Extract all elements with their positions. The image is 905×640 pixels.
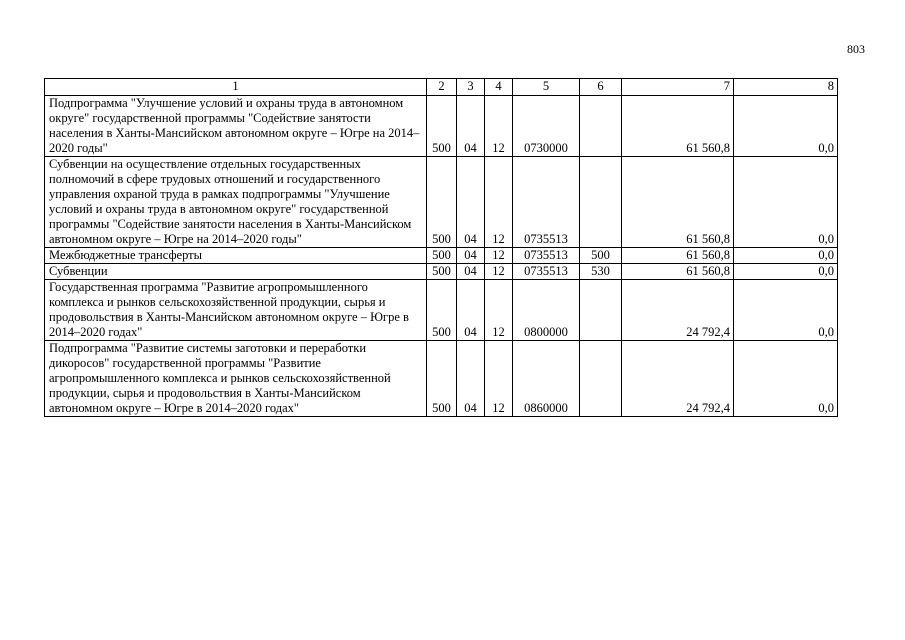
row-code-5: 0735513	[513, 264, 580, 280]
column-header-3: 3	[457, 79, 485, 96]
budget-table	[44, 78, 838, 417]
table-row	[45, 96, 838, 157]
row-amount-8: 0,0	[734, 96, 838, 157]
table-row	[45, 341, 838, 417]
column-header-5: 5	[513, 79, 580, 96]
row-code-2: 500	[427, 280, 457, 341]
row-code-4: 12	[485, 264, 513, 280]
table-row	[45, 248, 838, 264]
row-code-2: 500	[427, 341, 457, 417]
row-amount-8: 0,0	[734, 157, 838, 248]
page-number: 803	[847, 42, 865, 56]
row-code-3: 04	[457, 248, 485, 264]
row-code-6	[580, 157, 622, 248]
row-amount-7: 61 560,8	[622, 264, 734, 280]
row-name: Подпрограмма "Развитие системы заготовки и переработки дикоросов" государственной программы "Развитие агропромышленного комплекса и рынков сельскохозяйственной продукции, сырья и продовольствия в Ханты-Мансийском автономном округе – Югре в 2014–2020 годах"	[45, 341, 427, 417]
row-code-3: 04	[457, 96, 485, 157]
row-code-3: 04	[457, 341, 485, 417]
row-name: Субвенции	[45, 264, 427, 280]
row-code-2: 500	[427, 264, 457, 280]
row-code-6	[580, 280, 622, 341]
row-amount-8: 0,0	[734, 248, 838, 264]
row-code-5: 0860000	[513, 341, 580, 417]
row-code-2: 500	[427, 96, 457, 157]
row-code-6: 500	[580, 248, 622, 264]
column-header-7: 7	[622, 79, 734, 96]
column-header-6: 6	[580, 79, 622, 96]
row-name: Субвенции на осуществление отдельных государственных полномочий в сфере трудовых отношений и государственного управления охраной труда в рамках подпрограммы "Улучшение условий и охраны труда в автономном округе" государственной программы "Содействие занятости населения в Ханты-Мансийском автономном округе – Югре на 2014–2020 годы"	[45, 157, 427, 248]
row-code-6	[580, 341, 622, 417]
row-amount-7: 61 560,8	[622, 248, 734, 264]
row-amount-7: 24 792,4	[622, 341, 734, 417]
row-code-2: 500	[427, 248, 457, 264]
row-code-4: 12	[485, 248, 513, 264]
row-amount-7: 24 792,4	[622, 280, 734, 341]
row-amount-7: 61 560,8	[622, 157, 734, 248]
table-header-row	[45, 79, 838, 96]
row-code-4: 12	[485, 96, 513, 157]
row-code-6	[580, 96, 622, 157]
row-code-4: 12	[485, 341, 513, 417]
table-row	[45, 157, 838, 248]
row-code-5: 0800000	[513, 280, 580, 341]
column-header-4: 4	[485, 79, 513, 96]
column-header-8: 8	[734, 79, 838, 96]
column-header-1: 1	[45, 79, 427, 96]
row-amount-8: 0,0	[734, 280, 838, 341]
row-code-2: 500	[427, 157, 457, 248]
column-header-2: 2	[427, 79, 457, 96]
row-code-4: 12	[485, 157, 513, 248]
row-name: Подпрограмма "Улучшение условий и охраны труда в автономном округе" государственной программы "Содействие занятости населения в Ханты-Мансийском автономном округе – Югре на 2014–2020 годы"	[45, 96, 427, 157]
row-code-3: 04	[457, 280, 485, 341]
row-code-5: 0730000	[513, 96, 580, 157]
row-code-3: 04	[457, 157, 485, 248]
row-name: Межбюджетные трансферты	[45, 248, 427, 264]
table-row	[45, 264, 838, 280]
row-code-4: 12	[485, 280, 513, 341]
row-amount-8: 0,0	[734, 264, 838, 280]
row-amount-7: 61 560,8	[622, 96, 734, 157]
row-name: Государственная программа "Развитие агропромышленного комплекса и рынков сельскохозяйственной продукции, сырья и продовольствия в Ханты-Мансийском автономном округе – Югре в 2014–2020 годах"	[45, 280, 427, 341]
row-amount-8: 0,0	[734, 341, 838, 417]
row-code-3: 04	[457, 264, 485, 280]
row-code-6: 530	[580, 264, 622, 280]
row-code-5: 0735513	[513, 248, 580, 264]
row-code-5: 0735513	[513, 157, 580, 248]
table-row	[45, 280, 838, 341]
